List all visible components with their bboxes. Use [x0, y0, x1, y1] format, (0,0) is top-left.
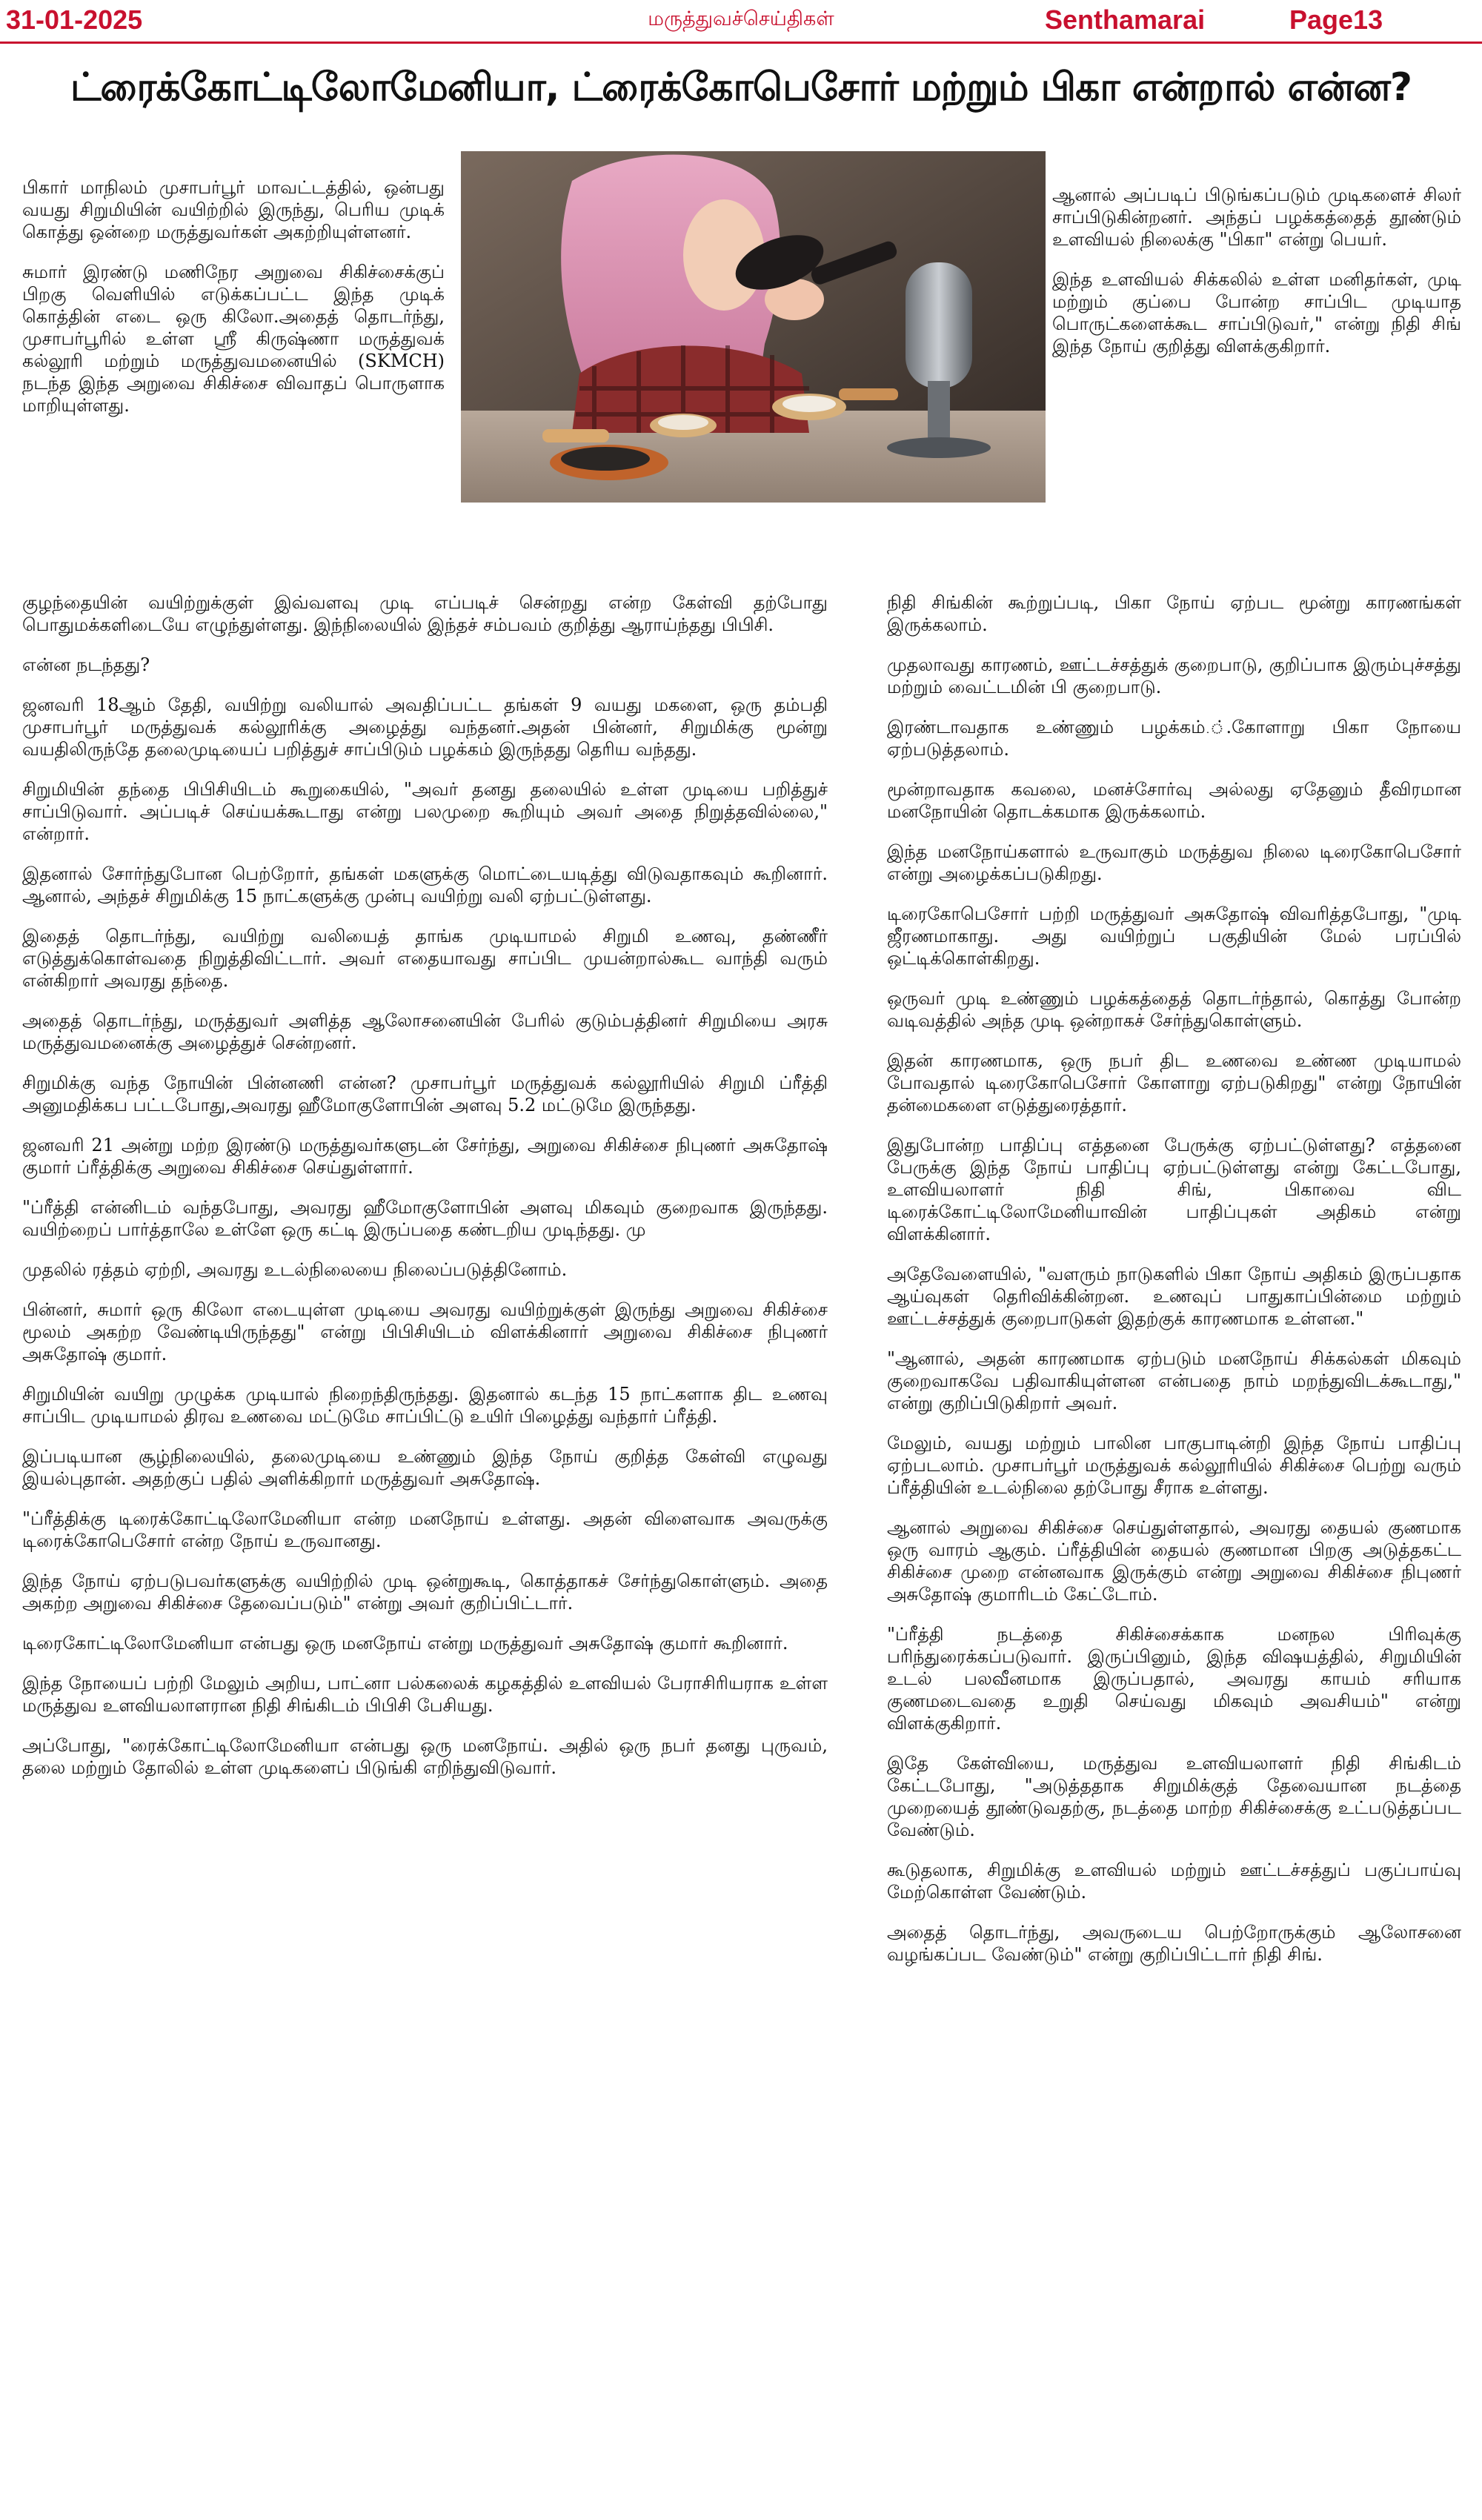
- article-paragraph: இதைத் தொடர்ந்து, வயிற்று வலியைத் தாங்க முடியாமல் சிறுமி உணவு, தண்ணீர் எடுத்துக்கொள்வதை நிறுத்திவிட்டார். அவர் எதையாவது சாப்பிட முயன்றால்கூட வாந்தி வரும் என்கிறார் அவரது தந்தை.: [22, 926, 828, 991]
- article-paragraph: "ப்ரீத்தி நடத்தை சிகிச்சைக்காக மனநல பிரிவுக்கு பரிந்துரைக்கப்படுவார். இருப்பினும், இந்த விஷயத்தில், சிறுமியின் உடல் பலவீனமாக இருப்பதால், அவரது காயம் சரியாக குணமடைவதை உறுதி செய்வது மிகவும் அவசியம்" என்று விளக்குகிறார்.: [887, 1624, 1461, 1734]
- article-paragraph: சிறுமிக்கு வந்த நோயின் பின்னணி என்ன? முசாபர்பூர் மருத்துவக் கல்லூரியில் சிறுமி ப்ரீத்தி அனுமதிக்கப பட்டபோது,அவரது ஹீமோகுளோபின் அளவு 5.2 மட்டுமே இருந்தது.: [22, 1072, 828, 1115]
- article-paragraph: நிதி சிங்கின் கூற்றுப்படி, பிகா நோய் ஏற்பட மூன்று காரணங்கள் இருக்கலாம்.: [887, 592, 1461, 635]
- article-paragraph: ஆனால் அப்படிப் பிடுங்கப்படும் முடிகளைச் சிலர் சாப்பிடுகின்றனர். அந்தப் பழக்கத்தைத் தூண்டும் உளவியல் நிலைக்கு "பிகா" என்று பெயர்.: [1052, 185, 1461, 250]
- article-paragraph: இரண்டாவதாக உண்ணும் பழக்கம்.்.கோளாறு பிகா நோயை ஏற்படுத்தலாம்.: [887, 717, 1461, 760]
- intro-column: [22, 176, 445, 434]
- article-paragraph: கூடுதலாக, சிறுமிக்கு உளவியல் மற்றும் ஊட்டச்சத்துப் பகுப்பாய்வு மேற்கொள்ள வேண்டும்.: [887, 1860, 1461, 1903]
- article-paragraph: இப்படியான சூழ்நிலையில், தலைமுடியை உண்ணும் இந்த நோய் குறித்த கேள்வி எழுவது இயல்புதான். அதற்குப் பதில் அளிக்கிறார் மருத்துவர் அசுதோஷ்.: [22, 1446, 828, 1489]
- article-photo: [461, 151, 1046, 503]
- article-paragraph: அதேவேளையில், "வளரும் நாடுகளில் பிகா நோய் அதிகம் இருப்பதாக ஆய்வுகள் தெரிவிக்கின்றன. உணவுப் பாதுகாப்பின்மை மற்றும் ஊட்டச்சத்துக் குறைபாடுகள் இதற்குக் காரணமாக உள்ளன.": [887, 1264, 1461, 1329]
- article-paragraph: இந்த நோய் ஏற்படுபவர்களுக்கு வயிற்றில் முடி ஒன்றுகூடி, கொத்தாகச் சேர்ந்துகொள்ளும். அதை அகற்ற அறுவை சிகிச்சை தேவைப்படும்" என்று அவர் குறிப்பிட்டார்.: [22, 1571, 828, 1614]
- article-paragraph: மூன்றாவதாக கவலை, மனச்சோர்வு அல்லது ஏதேனும் தீவிரமான மனநோயின் தொடக்கமாக இருக்கலாம்.: [887, 779, 1461, 822]
- article-paragraph: டிரைகோட்டிலோமேனியா என்பது ஒரு மனநோய் என்று மருத்துவர் அசுதோஷ் குமார் கூறினார்.: [22, 1633, 788, 1654]
- article-paragraph: இந்த மனநோய்களால் உருவாகும் மருத்துவ நிலை டிரைகோபெசோர் என்று அழைக்கப்படுகிறது.: [887, 841, 1461, 884]
- newspaper-name: Senthamarai: [1045, 4, 1206, 35]
- article-paragraph: "ப்ரீத்திக்கு டிரைக்கோட்டிலோமேனியா என்ற மனநோய் உள்ளது. அதன் விளைவாக அவருக்கு டிரைக்கோபெசோர் என்ற நோய் உருவானது.: [22, 1508, 828, 1551]
- article-paragraph: இதே கேள்வியை, மருத்துவ உளவியலாளர் நிதி சிங்கிடம் கேட்டபோது, "அடுத்ததாக சிறுமிக்குத் தேவையான நடத்தை முறையைத் தூண்டுவதற்கு, நடத்தை மாற்ற சிகிச்சைக்கு உட்படுத்தப்பட வேண்டும்.: [887, 1753, 1461, 1840]
- right-column: [1052, 184, 1461, 375]
- left-column: [22, 591, 828, 1797]
- article-paragraph: சிறுமியின் வயிறு முழுக்க முடியால் நிறைந்திருந்தது. இதனால் கடந்த 15 நாட்களாக திட உணவு சாப்பிட முடியாமல் திரவ உணவை மட்டுமே சாப்பிட்டு உயிர் பிழைத்து வந்தார் ப்ரீத்தி.: [22, 1384, 828, 1427]
- article-paragraph: அதைத் தொடர்ந்து, மருத்துவர் அளித்த ஆலோசனையின் பேரில் குடும்பத்தினர் சிறுமியை அரசு மருத்துவமனைக்கு அழைத்துச் சென்றனர்.: [22, 1010, 828, 1053]
- right-column-lower: [887, 591, 1461, 1983]
- article-paragraph: இதன் காரணமாக, ஒரு நபர் திட உணவை உண்ண முடியாமல் போவதால் டிரைகோபெசோர் கோளாறு ஏற்படுகிறது" என்று நோயின் தன்மைகளை எடுத்துரைத்தார்.: [887, 1050, 1461, 1115]
- article-paragraph: இந்த நோயைப் பற்றி மேலும் அறிய, பாட்னா பல்கலைக் கழகத்தில் உளவியல் பேராசிரியராக உள்ள மருத்துவ உளவியலாளரான நிதி சிங்கிடம் பிபிசி பேசியது.: [22, 1673, 828, 1716]
- article-headline: ட்ரைக்கோட்டிலோமேனியா, ட்ரைக்கோபெசோர் மற்றும் பிகா என்றால் என்ன?: [70, 65, 1412, 110]
- article-paragraph: ஜனவரி 21 அன்று மற்ற இரண்டு மருத்துவர்களுடன் சேர்ந்து, அறுவை சிகிச்சை நிபுணர் அசுதோஷ் குமார் ப்ரீத்திக்கு அறுவை சிகிச்சை செய்துள்ளார்.: [22, 1135, 828, 1178]
- article-paragraph: பிகார் மாநிலம் முசாபர்பூர் மாவட்டத்தில், ஒன்பது வயது சிறுமியின் வயிற்றில் இருந்து, பெரிய முடிக் கொத்து ஒன்றை மருத்துவர்கள் அகற்றியுள்ளனர்.: [22, 177, 445, 242]
- photo-illustration-icon: [461, 151, 1046, 503]
- article-paragraph: ஆனால் அறுவை சிகிச்சை செய்துள்ளதால், அவரது தையல் குணமாக ஒரு வாரம் ஆகும். ப்ரீத்தியின் தையல் குணமான பிறகு அடுத்தகட்ட சிகிச்சை முறை என்னவாக இருக்கும் என்று அறுவை சிகிச்சை நிபுணர் அசுதோஷ் குமாரிடம் கேட்டோம்.: [887, 1517, 1461, 1605]
- article-paragraph: அப்போது, "ரைக்கோட்டிலோமேனியா என்பது ஒரு மனநோய். அதில் ஒரு நபர் தனது புருவம், தலை மற்றும் தோலில் உள்ள முடிகளைப் பிடுங்கி எறிந்துவிடுவார்.: [22, 1735, 828, 1778]
- article-paragraph: சுமார் இரண்டு மணிநேர அறுவை சிகிச்சைக்குப் பிறகு வெளியில் எடுக்கப்பட்ட இந்த முடிக் கொத்தின் எடை ஒரு கிலோ.அதைத் தொடர்ந்து, முசாபர்பூரில் உள்ள ஸ்ரீ கிருஷ்ணா மருத்துவக் கல்லூரி மற்றும் மருத்துவமனையில் (SKMCH) நடந்த இந்த அறுவை சிகிச்சை விவாதப் பொருளாக மாறியுள்ளது.: [22, 262, 445, 416]
- article-paragraph: "ப்ரீத்தி என்னிடம் வந்தபோது, அவரது ஹீமோகுளோபின் அளவு மிகவும் குறைவாக இருந்தது. வயிற்றைப் பார்த்தாலே உள்ளே ஒரு கட்டி இருப்பதை கண்டறிய முடிந்தது. மு: [22, 1197, 828, 1240]
- article-paragraph: இந்த உளவியல் சிக்கலில் உள்ள மனிதர்கள், முடி மற்றும் குப்பை போன்ற சாப்பிட முடியாத பொருட்களைக்கூட சாப்பிடுவர்," என்று நிதி சிங் இந்த நோய் குறித்து விளக்குகிறார்.: [1052, 269, 1461, 357]
- article-paragraph: இதுபோன்ற பாதிப்பு எத்தனை பேருக்கு ஏற்பட்டுள்ளது? எத்தனை பேருக்கு இந்த நோய் பாதிப்பு ஏற்பட்டுள்ளது என்று கேட்டபோது, உளவியலாளர் நிதி சிங், பிகாவை விட டிரைக்கோட்டிலோமேனியாவின் பாதிப்புகள் அதிகம் என்று விளக்கினார்.: [887, 1135, 1461, 1244]
- article-paragraph: இதனால் சோர்ந்துபோன பெற்றோர், தங்கள் மகளுக்கு மொட்டையடித்து விடுவதாகவும் கூறினார். ஆனால், அந்தச் சிறுமிக்கு 15 நாட்களுக்கு முன்பு வயிற்று வலி ஏற்பட்டுள்ளது.: [22, 863, 828, 906]
- article-paragraph: பின்னர், சுமார் ஒரு கிலோ எடையுள்ள முடியை அவரது வயிற்றுக்குள் இருந்து அறுவை சிகிச்சை மூலம் அகற்ற வேண்டியிருந்தது" என்று பிபிசியிடம் விளக்கினார் அறுவை சிகிச்சை நிபுணர் அசுதோஷ் குமார்.: [22, 1299, 828, 1365]
- section-title: மருத்துவச்செய்திகள்: [648, 7, 834, 30]
- article-paragraph: ஜனவரி 18ஆம் தேதி, வயிற்று வலியால் அவதிப்பட்ட தங்கள் 9 வயது மகளை, ஒரு தம்பதி முசாபர்பூர் மருத்துவக் கல்லூரிக்கு அழைத்து வந்தனர்.அதன் பின்னர், சிறுமிக்கு மூன்று வயதிலிருந்தே தலைமுடியைப் பறித்துச் சாப்பிடும் பழக்கம் இருந்தது தெரிய வந்தது.: [22, 694, 828, 760]
- article-paragraph: என்ன நடந்தது?: [22, 654, 150, 675]
- article-paragraph: முதலாவது காரணம், ஊட்டச்சத்துக் குறைபாடு, குறிப்பாக இரும்புச்சத்து மற்றும் வைட்டமின் பி குறைபாடு.: [887, 654, 1461, 697]
- article-paragraph: குழந்தையின் வயிற்றுக்குள் இவ்வளவு முடி எப்படிச் சென்றது என்ற கேள்வி தற்போது பொதுமக்களிடையே எழுந்துள்ளது. இந்நிலையில் இந்தச் சம்பவம் குறித்து ஆராய்ந்தது பிபிசி.: [22, 592, 828, 635]
- article-paragraph: முதலில் ரத்தம் ஏற்றி, அவரது உடல்நிலையை நிலைப்படுத்தினோம்.: [22, 1259, 568, 1280]
- page-header: [0, 0, 1482, 44]
- article-paragraph: ஒருவர் முடி உண்ணும் பழக்கத்தைத் தொடர்ந்தால், கொத்து போன்ற வடிவத்தில் அந்த முடி ஒன்றாகச் சேர்ந்துகொள்ளும்.: [887, 988, 1461, 1031]
- issue-date: 31-01-2025: [6, 4, 143, 35]
- article-paragraph: அதைத் தொடர்ந்து, அவருடைய பெற்றோருக்கும் ஆலோசனை வழங்கப்பட வேண்டும்" என்று குறிப்பிட்டார் நிதி சிங்.: [887, 1922, 1461, 1965]
- article-paragraph: டிரைகோபெசோர் பற்றி மருத்துவர் அசுதோஷ் விவரித்தபோது, "முடி ஜீரணமாகாது. அது வயிற்றுப் பகுதியின் மேல் பரப்பில் ஒட்டிக்கொள்கிறது.: [887, 903, 1461, 969]
- article-paragraph: "ஆனால், அதன் காரணமாக ஏற்படும் மனநோய் சிக்கல்கள் மிகவும் குறைவாகவே பதிவாகியுள்ளன என்பதை நாம் மறந்துவிடக்கூடாது," என்று குறிப்பிடுகிறார் அவர்.: [887, 1348, 1461, 1413]
- page-number: Page13: [1289, 4, 1383, 35]
- article-paragraph: மேலும், வயது மற்றும் பாலின பாகுபாடின்றி இந்த நோய் பாதிப்பு ஏற்படலாம். முசாபர்பூர் மருத்துவக் கல்லூரியில் சிகிச்சை பெற்று வரும் ப்ரீத்தியின் உடல்நிலை தற்போது சீராக உள்ளது.: [887, 1433, 1461, 1498]
- article-paragraph: சிறுமியின் தந்தை பிபிசியிடம் கூறுகையில், "அவர் தனது தலையில் உள்ள முடியை பறித்துச் சாப்பிடுவார். அப்படிச் செய்யக்கூடாது என்று பலமுறை கூறியும் அவர் அதை நிறுத்தவில்லை," என்றார்.: [22, 779, 828, 844]
